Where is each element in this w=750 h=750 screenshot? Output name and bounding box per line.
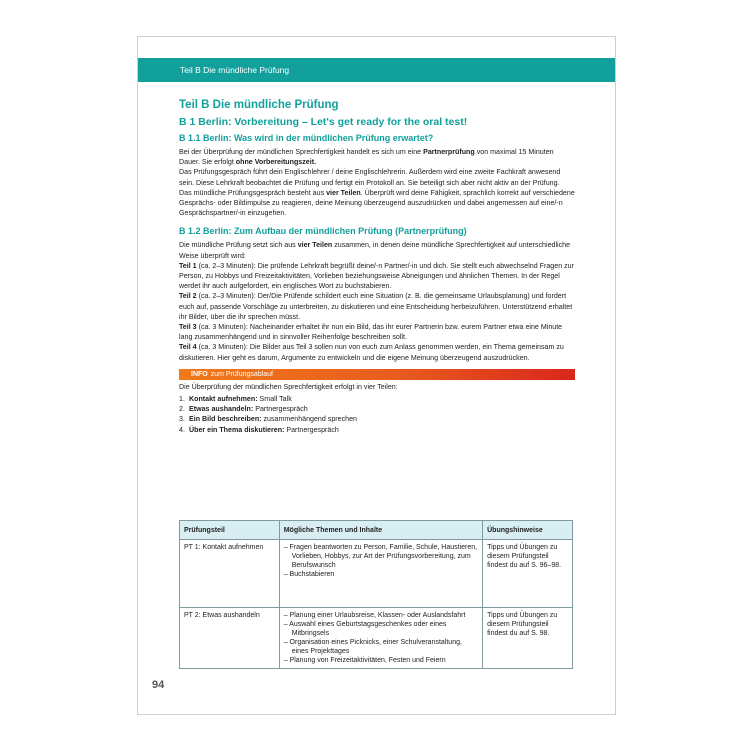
b1-heading: B 1 Berlin: Vorbereitung – Let's get ready for the oral test! [179, 116, 468, 128]
b11-heading: B 1.1 Berlin: Was wird in der mündlichen Prüfung erwartet? [179, 133, 434, 143]
page-content [179, 99, 575, 435]
column-header: Übungshinweise [483, 521, 573, 540]
table-cell: Tipps und Übungen zu diesem Prüfungsteil findest du auf S. 98. [483, 608, 573, 669]
info-box-header [179, 369, 575, 380]
list-item: 4. Über ein Thema diskutieren: Partnergespräch [179, 425, 339, 434]
teil-3-paragraph: Teil 3 (ca. 3 Minuten): Nacheinander erhaltet ihr nun ein Bild, das ihr eurer Partnerin bzw. eurem Partner etwa eine Minute lang zusammenhängend und in sinnvoller Reihenfolge beschreiben sollt. [179, 323, 563, 342]
info-title: zum Prüfungsablauf [210, 370, 273, 378]
list-item: 3. Ein Bild beschreiben: zusammenhängend sprechen [179, 415, 357, 424]
book-page [137, 36, 616, 715]
b12-heading: B 1.2 Berlin: Zum Aufbau der mündlichen Prüfung (Partnerprüfung) [179, 226, 467, 237]
teil-1-paragraph: Teil 1 (ca. 2–3 Minuten): Die prüfende Lehrkraft begrüßt deine/-n Partner/-in und dich. Sie stellt euch abwechselnd Fragen zur Person, zu Hobbys und Freizeitaktivitäten, Vorlieben beziehungsweise Abneigungen und ähnlichen Themen. In der Regel werdet ihr auch aufgefordert, ein englisches Wort zu buchstabieren. [179, 261, 574, 291]
info-list [179, 394, 575, 435]
teil-4-paragraph: Teil 4 (ca. 3 Minuten): Die Bilder aus Teil 3 sollen nun von euch zum Anlass genommen werden, ein Thema gemeinsam zu diskutieren. Hier geht es darum, Argumente zu entwickeln und die eigene Meinung überzeugend auszudrücken. [179, 343, 564, 362]
b11-paragraph-3: Das mündliche Prüfungsgespräch besteht aus vier Teilen. Überprüft wird deine Fähigkeit, sprachlich korrekt auf verschiedene Gesprächs- oder Bildimpulse zu reagieren, deine Meinung überzeugend auszudrücken und dabei angemessen auf eine/-n Gesprächspartner/-in einzugehen. [179, 188, 575, 218]
pruefungsteile-table [179, 520, 573, 669]
table-header-row [180, 521, 573, 540]
info-intro: Die Überprüfung der mündlichen Sprechfertigkeit erfolgt in vier Teilen: [179, 382, 398, 391]
table-cell: PT 1: Kontakt aufnehmen [180, 540, 280, 608]
section-title: Teil B Die mündliche Prüfung [179, 99, 339, 111]
list-item: 2. Etwas aushandeln: Partnergespräch [179, 405, 308, 414]
teil-2-paragraph: Teil 2 (ca. 2–3 Minuten): Der/Die Prüfende schildert euch eine Situation (z. B. die gemeinsame Urlaubsplanung) und fordert euch auf, passende Vorschläge zu unterbreiten, zu diskutieren und eine Entscheidung herbeizuführen. Unterstützend erhaltet ihr Bilder, über die ihr sprechen müsst. [179, 292, 573, 321]
b12-intro: Die mündliche Prüfung setzt sich aus vier Teilen zusammen, in denen deine mündliche Sprechfertigkeit auf unterschiedliche Weise überprüft wird: [179, 241, 571, 260]
table-cell: PT 2: Etwas aushandeln [180, 608, 280, 669]
table-cell: – Fragen beantworten zu Person, Familie, Schule, Haustieren, Vorlieben, Hobbys, zur Art der Prüfungsvorbereitung, zum Berufswunsch – Buchstabieren [279, 540, 482, 608]
info-label: INFO [191, 370, 208, 378]
table-row [180, 608, 573, 669]
running-header: Teil B Die mündliche Prüfung [138, 58, 615, 82]
table-cell: – Planung einer Urlaubsreise, Klassen- oder Auslandsfahrt – Auswahl eines Geburtstagsgeschenkes oder eines Mitbringsels – Organisation eines Picknicks, einer Schulveranstaltung, eines Projekttages – Planung von Freizeitaktivitäten, Festen und Feiern [279, 608, 482, 669]
column-header: Prüfungsteil [180, 521, 280, 540]
table-cell: Tipps und Übungen zu diesem Prüfungsteil findest du auf S. 96–98. [483, 540, 573, 608]
column-header: Mögliche Themen und Inhalte [279, 521, 482, 540]
b11-paragraph-1: Bei der Überprüfung der mündlichen Sprechfertigkeit handelt es sich um eine Partnerprüfung von maximal 15 Minuten Dauer. Sie erfolgt ohne Vorbereitungszeit. [179, 148, 554, 167]
table-row [180, 540, 573, 608]
list-item: 1. Kontakt aufnehmen: Small Talk [179, 395, 292, 404]
page-number: 94 [152, 679, 165, 691]
b11-paragraph-2: Das Prüfungsgespräch führt dein Englischlehrer / deine Englischlehrerin. Außerdem wird eine zweite Fachkraft anwesend sein. Diese Lehrkraft beobachtet die Prüfung und fertigt ein Protokoll an. Sie beteiligt sich aber nicht aktiv an der Prüfung. [179, 168, 561, 187]
